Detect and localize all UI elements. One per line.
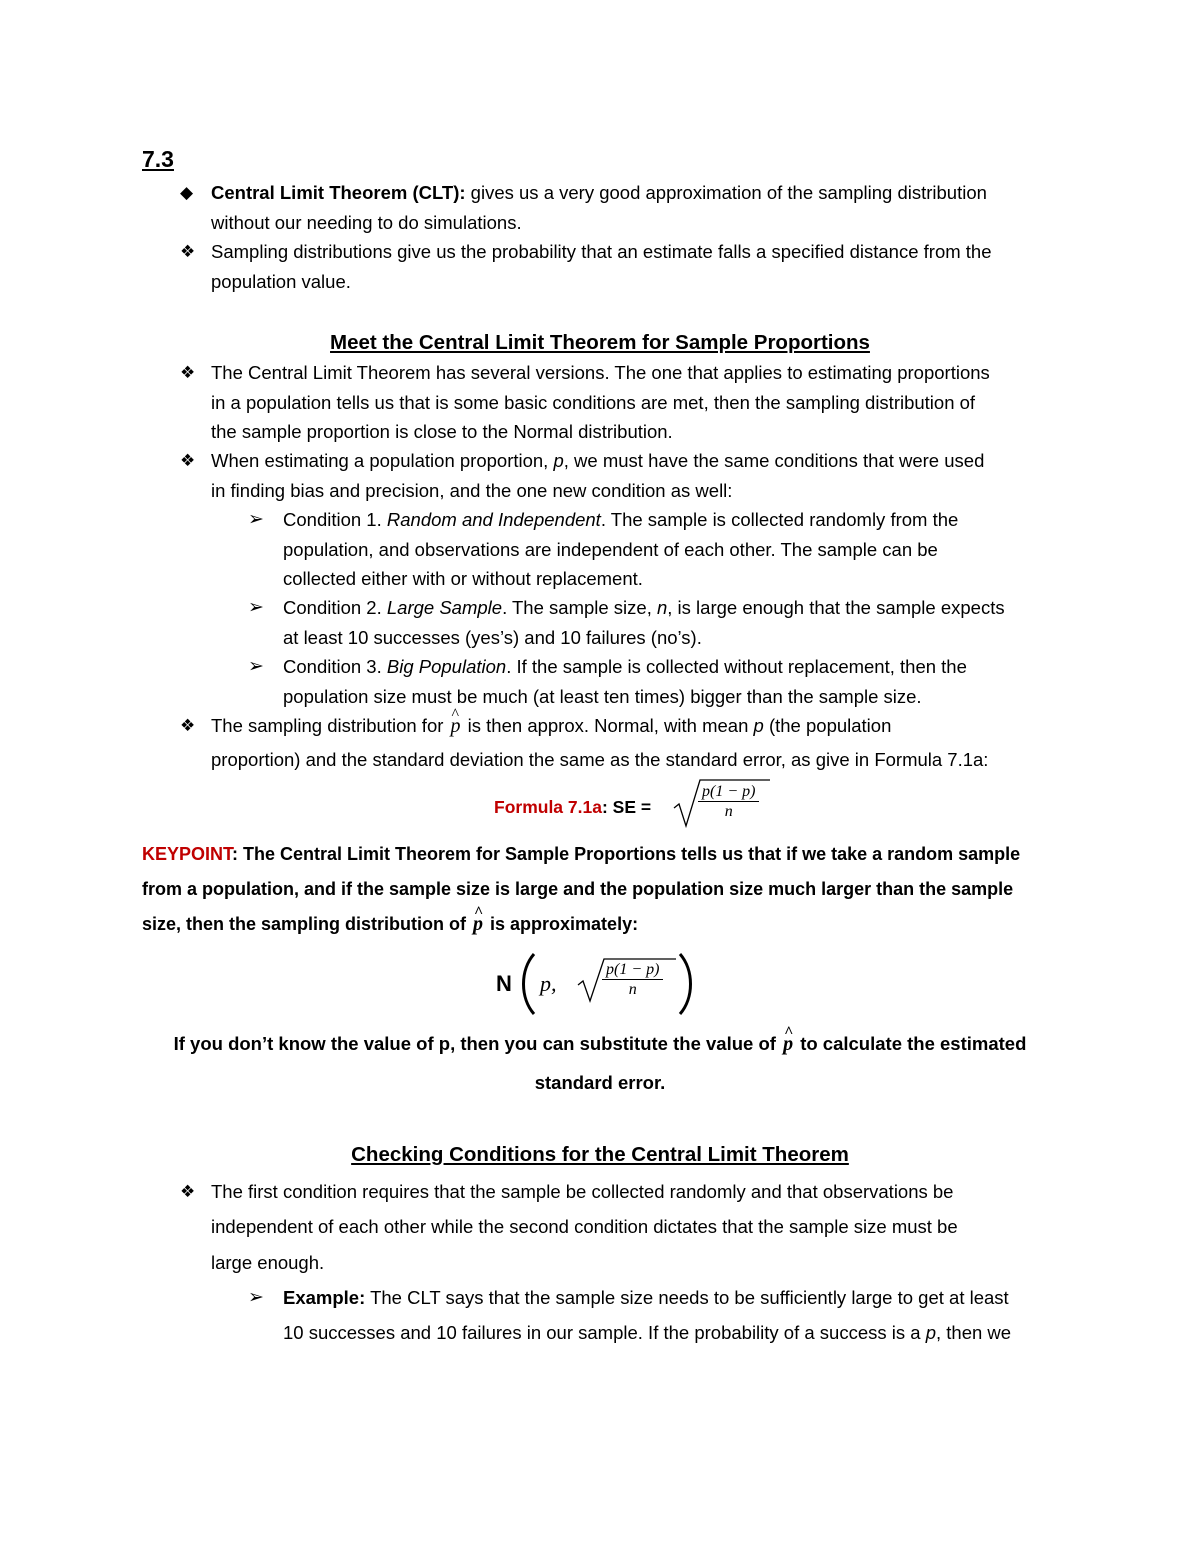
condition-1-label: Condition 1. xyxy=(283,509,387,530)
meet-p2-line-1 xyxy=(211,449,984,473)
condition-2-line-1 xyxy=(283,596,1005,620)
arrow-bullet-icon: ➢ xyxy=(248,1287,264,1308)
condition-1-line-3: collected either with or without replacement. xyxy=(283,568,643,589)
condition-2-name: Large Sample xyxy=(386,597,503,618)
condition-2-text-b: , is large enough that the sample expects xyxy=(667,597,1005,618)
meet-p2-text-b: , we must have the same conditions that were used xyxy=(563,450,985,471)
checking-p1-line-3: large enough. xyxy=(211,1252,325,1273)
intro-bullet-1-line-1 xyxy=(211,181,987,205)
condition-3-name: Big Population xyxy=(386,656,507,677)
substitute-text-b: to calculate the estimated xyxy=(795,1033,1027,1054)
checking-p1-line-2: independent of each other while the second condition dictates that the sample size must be xyxy=(211,1216,958,1237)
intro-bullet-2-line-1: Sampling distributions give us the probability that an estimate falls a specified distance from the xyxy=(211,241,992,262)
left-paren-icon xyxy=(518,952,538,1016)
diamond-bullet-icon: ❖ xyxy=(180,716,196,735)
substitute-line-2: standard error. xyxy=(534,1072,666,1093)
condition-3-line-1 xyxy=(283,655,967,679)
arrow-bullet-icon: ➢ xyxy=(248,597,264,618)
keypoint-text-3b: is approximately: xyxy=(485,914,639,934)
p-hat-symbol: ^ p xyxy=(449,714,463,738)
heading-meet-clt: Meet the Central Limit Theorem for Sample Proportions xyxy=(330,331,870,354)
formula-label-name: Formula 7.1a xyxy=(494,797,602,817)
meet-p3-line-2: proportion) and the standard deviation the same as the standard error, as give in Formula 7.1a: xyxy=(211,749,989,770)
formula-numerator: p(1 − p) xyxy=(698,784,759,802)
meet-p3-line-1 xyxy=(211,714,891,738)
section-number: 7.3 xyxy=(142,146,174,172)
substitute-text-a: If you don’t know the value of p, then you can substitute the value of xyxy=(173,1033,782,1054)
condition-1-name: Random and Independent xyxy=(386,509,601,530)
condition-3-text: . If the sample is collected without replacement, then the xyxy=(506,656,967,677)
condition-1-line-1 xyxy=(283,508,958,532)
filled-diamond-bullet-icon: ◆ xyxy=(180,183,194,202)
example-line-2 xyxy=(283,1321,1011,1345)
meet-p3-text-a: The sampling distribution for xyxy=(211,715,449,736)
var-p: p xyxy=(753,715,764,736)
arrow-bullet-icon: ➢ xyxy=(248,656,264,677)
var-n: n xyxy=(656,597,668,618)
checking-p1-line-1: The first condition requires that the sample be collected randomly and that observations be xyxy=(211,1181,954,1202)
keypoint-label: KEYPOINT xyxy=(142,844,233,864)
example-label: Example: xyxy=(283,1287,366,1308)
diamond-bullet-icon: ❖ xyxy=(180,1182,196,1201)
heading-checking-conditions: Checking Conditions for the Central Limit Theorem xyxy=(351,1143,849,1166)
arrow-bullet-icon: ➢ xyxy=(248,509,264,530)
example-text-2a: 10 successes and 10 failures in our sample. If the probability of a success is a xyxy=(283,1322,926,1343)
clt-term: Central Limit Theorem (CLT): xyxy=(211,182,466,203)
example-line-1 xyxy=(283,1286,1009,1310)
normal-letter: N xyxy=(496,971,512,996)
formula-denominator: n xyxy=(724,803,733,820)
right-paren-icon xyxy=(676,952,696,1016)
example-text-2b: , then we xyxy=(936,1322,1012,1343)
keypoint-line-3 xyxy=(142,912,638,936)
keypoint-line-1 xyxy=(142,842,1020,866)
intro-bullet-1-text: gives us a very good approximation of the sampling distribution xyxy=(465,182,987,203)
meet-p2-text-a: When estimating a population proportion, xyxy=(211,450,554,471)
normal-denominator: n xyxy=(628,981,637,998)
keypoint-line-2: from a population, and if the sample size is large and the population size much larger than the sample xyxy=(142,879,1014,899)
var-p: p xyxy=(925,1322,936,1343)
intro-bullet-2-line-2: population value. xyxy=(211,271,351,292)
meet-p1-line-3: the sample proportion is close to the Normal distribution. xyxy=(211,421,673,442)
meet-p3-text-c: (the population xyxy=(763,715,892,736)
normal-fraction xyxy=(602,962,663,998)
condition-3-line-2: population size must be much (at least ten times) bigger than the sample size. xyxy=(283,686,922,707)
p-hat-symbol: ^ p xyxy=(781,1032,795,1056)
diamond-bullet-icon: ❖ xyxy=(180,242,196,261)
meet-p1-line-1: The Central Limit Theorem has several versions. The one that applies to estimating proportions xyxy=(211,362,990,383)
keypoint-text-1: : The Central Limit Theorem for Sample Proportions tells us that if we take a random sample xyxy=(232,844,1021,864)
meet-p1-line-2: in a population tells us that is some basic conditions are met, then the sampling distribution of xyxy=(211,392,976,413)
keypoint-text-3a: size, then the sampling distribution of xyxy=(142,914,472,934)
formula-fraction xyxy=(698,784,759,820)
condition-2-line-2: at least 10 successes (yes’s) and 10 failures (no’s). xyxy=(283,627,702,648)
condition-2-text-a: . The sample size, xyxy=(502,597,657,618)
meet-p2-line-2: in finding bias and precision, and the one new condition as well: xyxy=(211,480,733,501)
normal-numerator: p(1 − p) xyxy=(602,962,663,980)
diamond-bullet-icon: ❖ xyxy=(180,363,196,382)
formula-label xyxy=(494,795,651,819)
p-hat-symbol: ^ p xyxy=(471,912,485,936)
normal-mean: p, xyxy=(540,971,557,996)
condition-3-label: Condition 3. xyxy=(283,656,387,677)
formula-label-suffix: : SE = xyxy=(601,797,652,817)
meet-p3-text-b: is then approx. Normal, with mean xyxy=(462,715,754,736)
intro-bullet-1-line-2: without our needing to do simulations. xyxy=(211,212,522,233)
example-text-1: The CLT says that the sample size needs to be sufficiently large to get at least xyxy=(365,1287,1009,1308)
condition-2-label: Condition 2. xyxy=(283,597,387,618)
condition-1-line-2: population, and observations are independent of each other. The sample can be xyxy=(283,539,938,560)
substitute-line-1 xyxy=(0,1032,1200,1056)
diamond-bullet-icon: ❖ xyxy=(180,451,196,470)
condition-1-text: . The sample is collected randomly from the xyxy=(600,509,959,530)
var-p: p xyxy=(553,450,564,471)
